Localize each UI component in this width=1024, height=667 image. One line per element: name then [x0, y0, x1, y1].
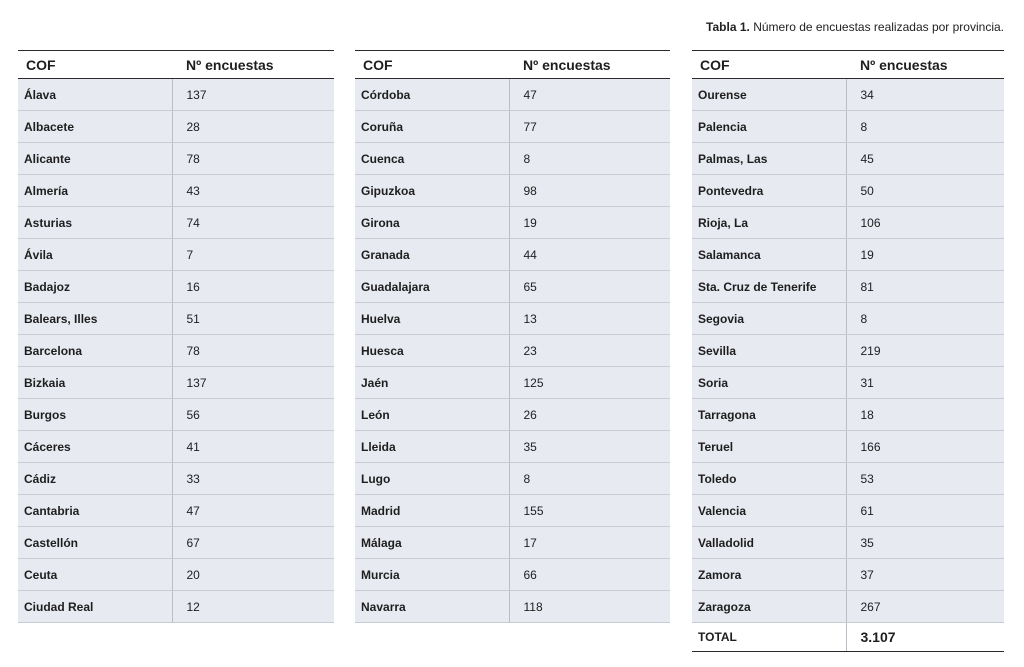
table-row [355, 527, 670, 559]
table-row [692, 399, 1004, 431]
survey-count: 34 [846, 79, 1004, 111]
province-name: Palmas, Las [692, 143, 846, 175]
province-name: Córdoba [355, 79, 509, 111]
province-name: Ciudad Real [18, 591, 172, 623]
table-row [18, 367, 334, 399]
table-row [355, 207, 670, 239]
province-name: Palencia [692, 111, 846, 143]
table-row [692, 79, 1004, 111]
province-name: Pontevedra [692, 175, 846, 207]
survey-count: 106 [846, 207, 1004, 239]
survey-count: 26 [509, 399, 670, 431]
table-row [18, 175, 334, 207]
table-row [355, 495, 670, 527]
table-row [355, 399, 670, 431]
table-row [18, 303, 334, 335]
table-row [692, 111, 1004, 143]
table-row [355, 559, 670, 591]
survey-count: 7 [172, 239, 334, 271]
province-name: Sevilla [692, 335, 846, 367]
province-name: Zaragoza [692, 591, 846, 623]
survey-count: 78 [172, 335, 334, 367]
survey-count: 31 [846, 367, 1004, 399]
province-name: Lleida [355, 431, 509, 463]
province-name: Salamanca [692, 239, 846, 271]
table-row [355, 239, 670, 271]
column-header-cof: COF [18, 51, 172, 79]
province-name: Teruel [692, 431, 846, 463]
table-row [355, 431, 670, 463]
province-name: Rioja, La [692, 207, 846, 239]
survey-table-1 [18, 50, 334, 623]
survey-count: 81 [846, 271, 1004, 303]
table-row [692, 207, 1004, 239]
table-row [355, 271, 670, 303]
province-name: Zamora [692, 559, 846, 591]
survey-count: 98 [509, 175, 670, 207]
survey-count: 67 [172, 527, 334, 559]
survey-count: 8 [509, 143, 670, 175]
province-name: Cantabria [18, 495, 172, 527]
province-name: Álava [18, 79, 172, 111]
survey-count: 137 [172, 79, 334, 111]
survey-count: 12 [172, 591, 334, 623]
province-name: León [355, 399, 509, 431]
province-name: Lugo [355, 463, 509, 495]
province-name: Huesca [355, 335, 509, 367]
province-name: Toledo [692, 463, 846, 495]
table-row [355, 143, 670, 175]
survey-count: 219 [846, 335, 1004, 367]
survey-count: 78 [172, 143, 334, 175]
survey-count: 77 [509, 111, 670, 143]
province-name: Valencia [692, 495, 846, 527]
column-header-cof: COF [355, 51, 509, 79]
table-row [692, 591, 1004, 623]
survey-count: 56 [172, 399, 334, 431]
province-name: Castellón [18, 527, 172, 559]
table-row [18, 591, 334, 623]
province-name: Murcia [355, 559, 509, 591]
survey-count: 17 [509, 527, 670, 559]
province-name: Cáceres [18, 431, 172, 463]
province-name: Guadalajara [355, 271, 509, 303]
province-name: Asturias [18, 207, 172, 239]
table-row [18, 463, 334, 495]
table-row [692, 367, 1004, 399]
table-row [355, 175, 670, 207]
table-row [18, 431, 334, 463]
province-name: Ávila [18, 239, 172, 271]
survey-count: 125 [509, 367, 670, 399]
table-row [18, 399, 334, 431]
province-name: Barcelona [18, 335, 172, 367]
table-row [18, 335, 334, 367]
survey-count: 43 [172, 175, 334, 207]
table-row [692, 559, 1004, 591]
survey-count: 37 [846, 559, 1004, 591]
province-name: Granada [355, 239, 509, 271]
table-row [692, 303, 1004, 335]
column-header-cof: COF [692, 51, 846, 79]
province-name: Bizkaia [18, 367, 172, 399]
survey-count: 8 [509, 463, 670, 495]
table-row [18, 495, 334, 527]
province-name: Almería [18, 175, 172, 207]
survey-table-3 [692, 50, 1004, 652]
table-row [692, 175, 1004, 207]
survey-count: 74 [172, 207, 334, 239]
table-row [355, 79, 670, 111]
survey-count: 47 [172, 495, 334, 527]
province-name: Albacete [18, 111, 172, 143]
column-header-count: Nº encuestas [172, 51, 334, 79]
table-row [18, 143, 334, 175]
survey-count: 166 [846, 431, 1004, 463]
column-header-count: Nº encuestas [846, 51, 1004, 79]
table-row [18, 207, 334, 239]
table-row [692, 335, 1004, 367]
survey-count: 13 [509, 303, 670, 335]
province-name: Badajoz [18, 271, 172, 303]
table-row [692, 239, 1004, 271]
total-value: 3.107 [846, 623, 1004, 652]
province-name: Coruña [355, 111, 509, 143]
province-name: Segovia [692, 303, 846, 335]
table-row [355, 111, 670, 143]
survey-count: 20 [172, 559, 334, 591]
survey-count: 137 [172, 367, 334, 399]
total-label: TOTAL [692, 623, 846, 652]
table-row [692, 143, 1004, 175]
survey-count: 16 [172, 271, 334, 303]
survey-count: 41 [172, 431, 334, 463]
survey-table-2 [355, 50, 670, 623]
survey-count: 8 [846, 303, 1004, 335]
province-name: Gipuzkoa [355, 175, 509, 207]
province-name: Balears, Illes [18, 303, 172, 335]
table-row [355, 335, 670, 367]
table-row [18, 527, 334, 559]
table-row [355, 591, 670, 623]
table-row [692, 495, 1004, 527]
survey-count: 35 [509, 431, 670, 463]
province-name: Jaén [355, 367, 509, 399]
table-row [355, 367, 670, 399]
survey-count: 33 [172, 463, 334, 495]
caption-label: Tabla 1. [706, 20, 750, 34]
survey-count: 118 [509, 591, 670, 623]
survey-count: 44 [509, 239, 670, 271]
survey-count: 47 [509, 79, 670, 111]
province-name: Girona [355, 207, 509, 239]
province-name: Tarragona [692, 399, 846, 431]
province-name: Huelva [355, 303, 509, 335]
table-caption [706, 20, 1004, 34]
province-name: Burgos [18, 399, 172, 431]
province-name: Ceuta [18, 559, 172, 591]
province-name: Soria [692, 367, 846, 399]
province-name: Sta. Cruz de Tenerife [692, 271, 846, 303]
survey-count: 66 [509, 559, 670, 591]
survey-count: 65 [509, 271, 670, 303]
table-row [692, 463, 1004, 495]
survey-count: 18 [846, 399, 1004, 431]
table-row [18, 559, 334, 591]
table-row [692, 431, 1004, 463]
province-name: Navarra [355, 591, 509, 623]
table-row [692, 271, 1004, 303]
survey-count: 23 [509, 335, 670, 367]
caption-text: Número de encuestas realizadas por provincia. [753, 20, 1004, 34]
table-row [18, 271, 334, 303]
survey-count: 51 [172, 303, 334, 335]
survey-count: 53 [846, 463, 1004, 495]
table-row [355, 303, 670, 335]
table-row [355, 463, 670, 495]
table-row [18, 111, 334, 143]
province-name: Ourense [692, 79, 846, 111]
survey-count: 50 [846, 175, 1004, 207]
survey-count: 8 [846, 111, 1004, 143]
total-row [692, 623, 1004, 652]
survey-count: 19 [509, 207, 670, 239]
survey-count: 35 [846, 527, 1004, 559]
survey-count: 155 [509, 495, 670, 527]
survey-count: 19 [846, 239, 1004, 271]
province-name: Cuenca [355, 143, 509, 175]
province-name: Madrid [355, 495, 509, 527]
province-name: Málaga [355, 527, 509, 559]
table-row [692, 527, 1004, 559]
table-row [18, 239, 334, 271]
column-header-count: Nº encuestas [509, 51, 670, 79]
province-name: Cádiz [18, 463, 172, 495]
survey-count: 267 [846, 591, 1004, 623]
table-row [18, 79, 334, 111]
province-name: Valladolid [692, 527, 846, 559]
survey-count: 45 [846, 143, 1004, 175]
survey-count: 28 [172, 111, 334, 143]
province-name: Alicante [18, 143, 172, 175]
survey-count: 61 [846, 495, 1004, 527]
